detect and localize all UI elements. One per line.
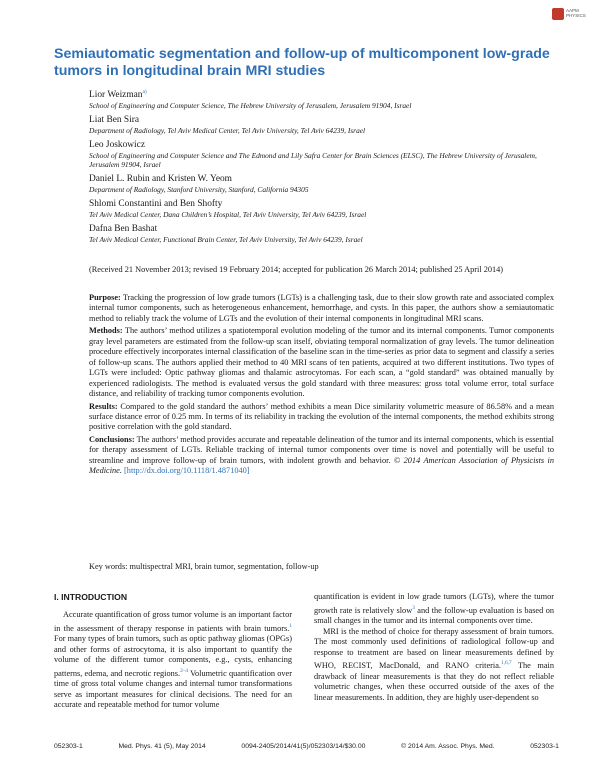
author-names: Dafna Ben Bashat — [89, 224, 158, 235]
publisher-logo-line1: AAPM — [566, 8, 579, 13]
publisher-logo-line2: PHYSICS — [566, 13, 586, 18]
abstract-purpose-text: Tracking the progression of low grade tumors (LGTs) is a challenging task, due to their slow growth rate and associated complex internal tumor components, such as heterogeneous enhancement, hemorrhage, and cysts. In this paper, the authors show a semiautomatic method to reliably track the volume of LGTs and the evolution of their internal components in longitudinal MRI scans. — [89, 293, 554, 323]
author-block — [89, 174, 559, 194]
body-column-left — [54, 610, 292, 711]
abstract-methods-text: The authors’ method utilizes a spatiotemporal evolution modeling of the tumor and its internal components. Tumor components gray level parameters are estimated from the follow-up scan itself, obviating temporal normalization of gray levels. The tumor delineation procedure effectively incorporates internal classification of the baseline scan in the time-series as prior data to segment and classify a series of follow-up scans. The authors applied their method to 40 MRI scans of ten patients, acquired at two different institutions. Two types of LGTs were included: Optic pathway gliomas and thalamic astrocytomas. For each scan, a “gold standard” was obtained manually by experienced radiologists. The method is evaluated versus the gold standard with three measures: gross total volume error, total surface distance, and reliability of tracking tumor components evolution. — [89, 326, 554, 399]
author-affiliation: Tel Aviv Medical Center, Dana Children’s Hospital, Tel Aviv University, Tel Aviv 64239, Israel — [89, 210, 367, 220]
abstract — [89, 293, 554, 479]
author-affiliation: Department of Radiology, Stanford University, Stanford, California 94305 — [89, 185, 309, 195]
footer-code: 0094-2405/2014/41(5)/052303/14/$30.00 — [241, 743, 366, 750]
footer-page-number: 052303-1 — [54, 743, 83, 750]
abstract-results-text: Compared to the gold standard the authors’ method exhibits a mean Dice similarity volumetric measure of 86.58% and a mean surface distance error of 0.25 mm. In terms of its reliability in tracking the evolution of the internal components, the method exhibits strong positive correlation with the gold standard. — [89, 401, 555, 432]
author-names: Shlomi Constantini and Ben Shofty — [89, 199, 223, 210]
page-footer — [54, 743, 559, 751]
author-affiliation: Tel Aviv Medical Center, Functional Brain Center, Tel Aviv University, Tel Aviv 64239, Israel — [89, 235, 363, 245]
text-run: For many types of brain tumors, such as optic pathway gliomas (OPGs) and other forms of astrocytoma, it is also important to quantify the volume of the different tumor components, e.g., cysts, enhancing patterns, edema, and necrotic regions. — [54, 633, 292, 678]
author-block — [89, 140, 559, 169]
text-run: Accurate quantification of gross tumor volume is an important factor in the assessment of therapy response in patients with brain tumors. — [54, 610, 292, 633]
author-block — [89, 87, 559, 110]
author-block — [89, 115, 559, 135]
doi-link[interactable]: [http://dx.doi.org/10.1118/1.4871040] — [124, 466, 250, 476]
paragraph — [54, 610, 292, 711]
paper-title: Semiautomatic segmentation and follow-up of multicomponent low-grade tumors in longitudinal brain MRI studies — [54, 46, 550, 79]
paragraph — [314, 627, 554, 704]
abstract-purpose — [89, 293, 554, 324]
body-column-right — [314, 592, 554, 703]
abstract-results — [89, 402, 554, 433]
author-affiliation: Department of Radiology, Tel Aviv Medical Center, Tel Aviv University, Tel Aviv 64239, Israel — [89, 126, 366, 136]
footer-journal: Med. Phys. 41 (5), May 2014 — [118, 743, 206, 750]
abstract-conclusions-label: Conclusions: — [89, 434, 135, 444]
abstract-methods-label: Methods: — [89, 326, 123, 336]
citation-ref[interactable]: 2–4 — [180, 667, 189, 674]
author-names: Leo Joskowicz — [89, 140, 145, 151]
text-run: quantification is evident in low grade tumors (LGTs), where the tumor growth rate is relatively slow — [314, 592, 554, 615]
footer-page-number-right: 052303-1 — [530, 743, 559, 750]
abstract-conclusions-text: The authors’ method provides accurate and repeatable delineation of the tumor and its internal components, which is essential for therapy assessment of LGTs. Reliable tracking of internal tumor components over time is novel and potentially will be useful to streamline and improve follow-up of brain tumors, with indolent growth and behavior. — [89, 434, 554, 465]
author-affiliation: School of Engineering and Computer Science and The Edmond and Lily Safra Center for Brain Sciences (ELSC), The Hebrew University of Jerusalem, Jerusalem 91904, Israel — [89, 151, 537, 170]
abstract-purpose-label: Purpose: — [89, 293, 121, 302]
received-dates: (Received 21 November 2013; revised 19 February 2014; accepted for publication 26 March 2014; published 25 April 2014) — [89, 265, 504, 274]
citation-ref[interactable]: 1 — [289, 622, 292, 629]
author-footnote-marker[interactable]: a) — [142, 89, 147, 95]
citation-ref[interactable]: 1,6,7 — [500, 660, 512, 667]
publisher-logo-mark — [552, 8, 564, 20]
abstract-results-label: Results: — [89, 401, 118, 411]
section-heading-introduction: I. INTRODUCTION — [54, 592, 128, 602]
author-affiliation: School of Engineering and Computer Science, The Hebrew University of Jerusalem, Jerusalem 91904, Israel — [89, 101, 412, 111]
author-names: Lior Weizman — [89, 90, 143, 101]
text-run: MRI is the method of choice for therapy assessment of brain tumors. The most commonly used definitions of radiological follow-up and response to treatment are based on linear measurements defined by WHO, RECIST, MacDonald, and RANO criteria. — [314, 626, 554, 671]
abstract-copyright: © 2014 American Association of Physicists in Medicine. — [89, 455, 555, 476]
author-names: Daniel L. Rubin and Kristen W. Yeom — [89, 174, 232, 185]
author-names: Liat Ben Sira — [89, 115, 139, 126]
publisher-logo — [552, 8, 586, 36]
text-run: and the follow-up evaluation is based on small changes in the tumor and its internal components over time. — [314, 605, 554, 625]
citation-ref[interactable]: 3 — [412, 604, 415, 611]
author-block — [89, 199, 559, 219]
text-run: Volumetric quantification over time of gross total volume changes and internal tumor transformations serve as important measures for clinical decisions. The need for an accurate and repeatable method for tumor volume — [54, 668, 292, 710]
author-block — [89, 224, 559, 244]
publisher-logo-text — [566, 8, 586, 18]
author-list — [89, 87, 559, 244]
paragraph — [314, 592, 554, 627]
abstract-methods — [89, 326, 554, 399]
footer-copyright: © 2014 Am. Assoc. Phys. Med. — [401, 743, 495, 750]
abstract-conclusions — [89, 435, 554, 477]
text-run: The main drawback of linear measurements is that they do not reflect reliable volumetric changes, when these occurred outside of the axes of the linear measurements. In addition, they are highly user-dependent so — [314, 661, 554, 702]
keywords: Key words: multispectral MRI, brain tumor, segmentation, follow-up — [89, 562, 319, 571]
